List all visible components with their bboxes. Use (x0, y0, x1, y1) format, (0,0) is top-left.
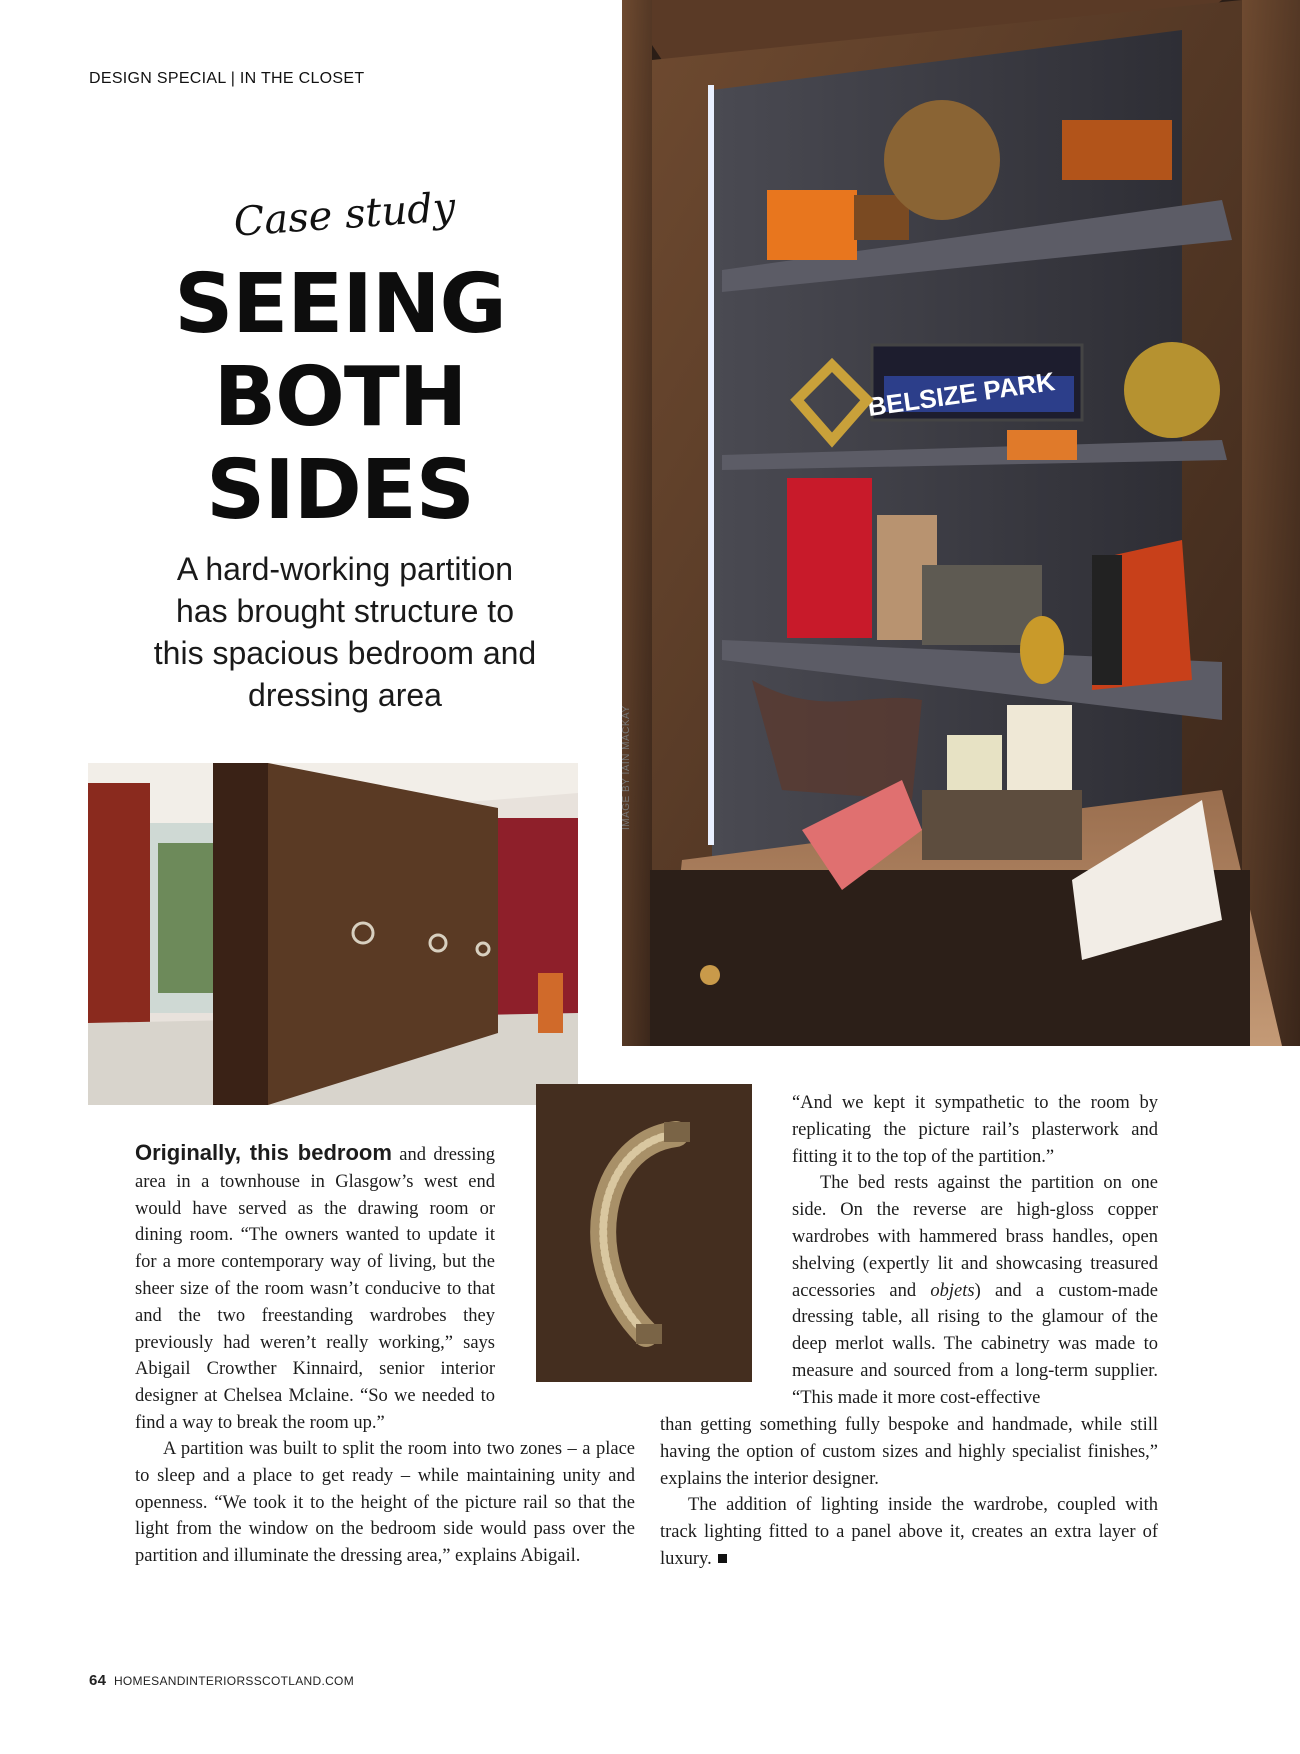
article-column-right-bottom (660, 1412, 1158, 1573)
page-title (150, 258, 530, 537)
article-paragraph (660, 1492, 1158, 1572)
article-text: ) and a custom-made dressing table, all rising to the glamour of the deep merlot walls. The cabinetry was made to measure and sourced from a long-term supplier. “This made it more cost-effective (792, 1280, 1158, 1408)
standfirst (140, 548, 550, 716)
lead-in: Originally, this bedroom (135, 1140, 392, 1165)
page-footer (89, 1672, 354, 1689)
shelving-photo (622, 0, 1300, 1046)
title-line: BOTH (213, 350, 467, 445)
article-paragraph: A partition was built to split the room into two zones – a place to sleep and a place to get ready – while maintaining unity and openness. “We took it to the height of the picture rail so that the light from the window on the bedroom side would pass over the partition and illuminate the dressing area,” explains Abigail. (135, 1439, 635, 1567)
article-text: and dressing area in a townhouse in Glasgow’s west end would have served as the drawing room or dining room. “The owners wanted to update it for a more contemporary way of living, but the sheer size of the room wasn’t conducive to that and the two freestanding wardrobes they previously had weren’t really working,” says Abigail Crowther Kinnaird, senior interior designer at Chelsea Mclaine. “So we needed to find a way to break the room up.” (135, 1145, 495, 1433)
title-line: SEEING (174, 257, 506, 352)
end-mark-icon (718, 1554, 727, 1563)
standfirst-line: has brought structure to (176, 593, 514, 629)
belsize-park-sign: BELSIZE PARK (865, 366, 1057, 423)
handle-closeup-photo (536, 1084, 752, 1382)
article-paragraph: than getting something fully bespoke and handmade, while still having the option of custom sizes and highly specialist finishes,” explains the interior designer. (660, 1415, 1158, 1489)
section-kicker: DESIGN SPECIAL | IN THE CLOSET (89, 70, 365, 87)
page-number: 64 (89, 1672, 107, 1689)
standfirst-line: dressing area (248, 677, 442, 713)
case-study-script-heading (225, 172, 465, 262)
case-study-script-text: Case study (232, 184, 457, 246)
handle-illustration (536, 1084, 752, 1382)
article-paragraph (135, 1140, 495, 1437)
article-paragraph (792, 1170, 1158, 1411)
article-paragraph: “And we kept it sympathetic to the room by replicating the picture rail’s plasterwork and fitting it to the top of the partition.” (792, 1093, 1158, 1167)
bedroom-photo (88, 763, 578, 1105)
article-column-right-top (792, 1090, 1158, 1412)
title-line: SIDES (206, 443, 474, 538)
website-url: HOMESANDINTERIORSSCOTLAND.COM (113, 1674, 354, 1688)
standfirst-line: A hard-working partition (176, 551, 514, 587)
article-emphasis: objets (930, 1280, 975, 1301)
standfirst-line: this spacious bedroom and (153, 635, 537, 671)
photo-credit: IMAGE BY IAIN MACKAY (621, 705, 632, 830)
article-text: The bed rests against the partition on one side. On the reverse are high-gloss copper wardrobes with hammered brass handles, open shelving (expertly lit and showcasing treasured accessories and (792, 1173, 1158, 1301)
article-column-left-bottom (135, 1436, 635, 1570)
shelving-illustration (622, 0, 1300, 1046)
article-text: The addition of lighting inside the wardrobe, coupled with track lighting fitted to a panel above it, creates an extra layer of luxury. (660, 1495, 1158, 1569)
article-column-left-top (135, 1140, 495, 1437)
bedroom-illustration (88, 763, 578, 1105)
